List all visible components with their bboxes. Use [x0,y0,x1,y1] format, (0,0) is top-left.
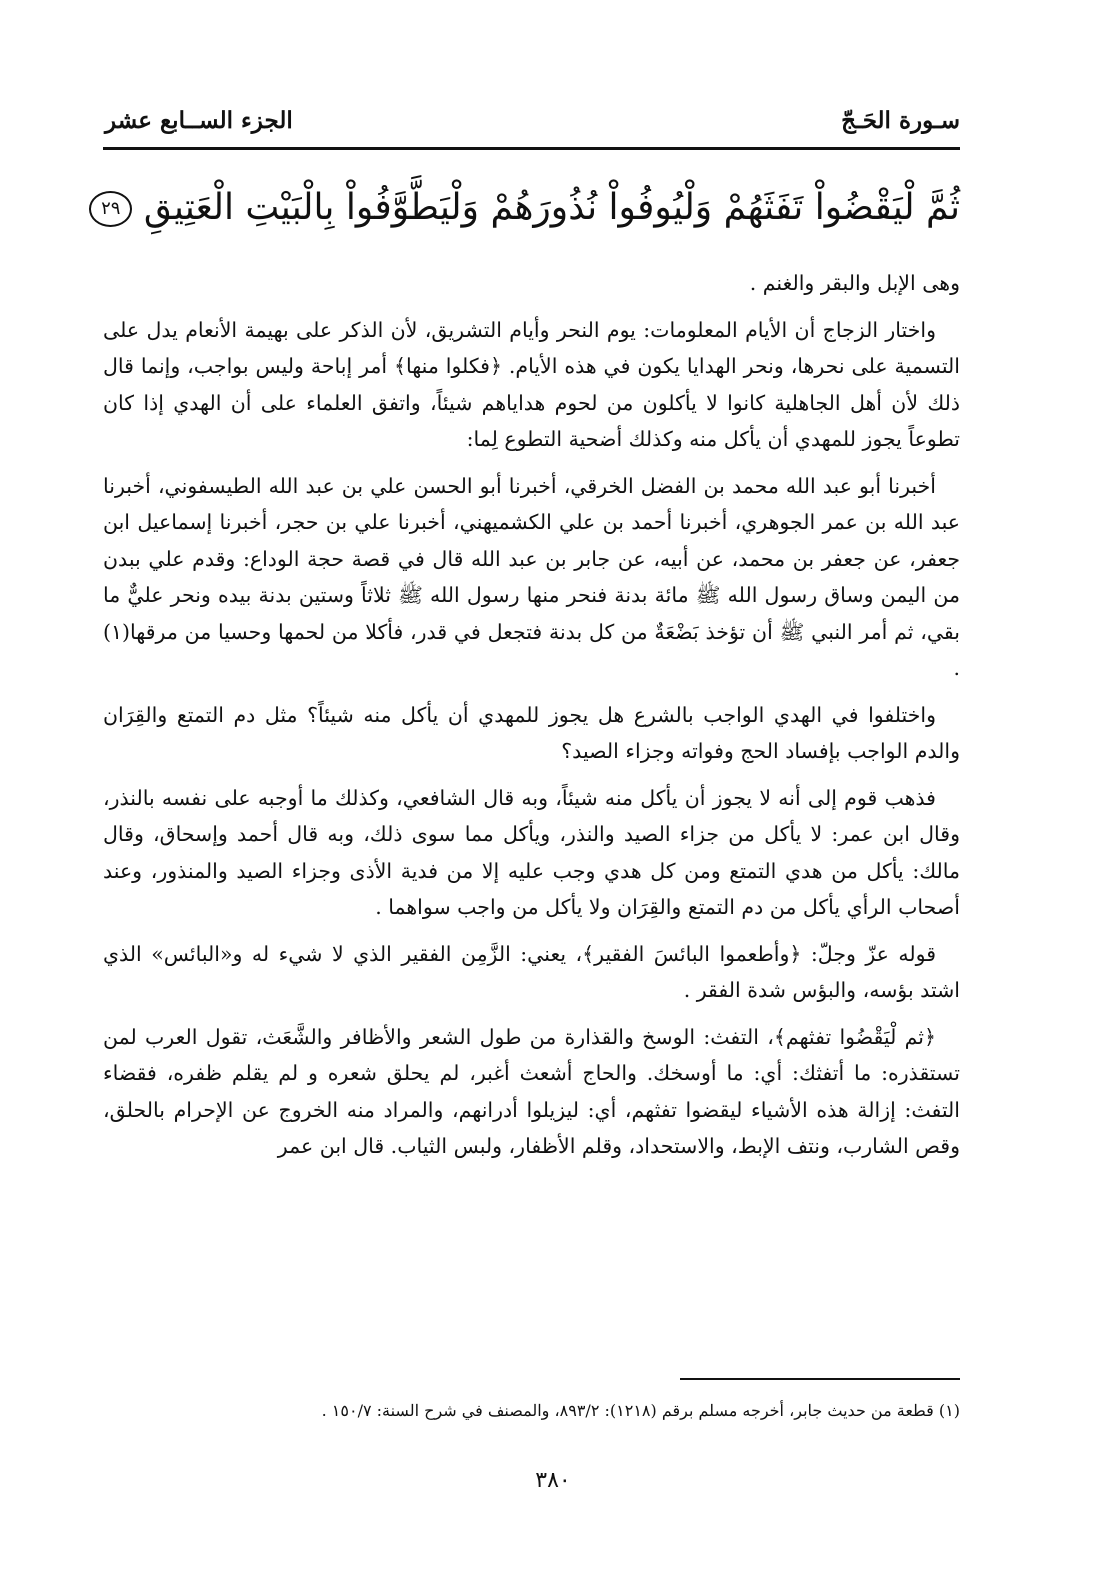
commentary-body [103,265,960,1175]
page-number: ٣٨٠ [535,1468,571,1493]
juz-title: الجزء الســابع عشر [105,106,293,134]
running-header [105,100,960,140]
paragraph-1: وهى الإبل والبقر والغنم . [749,271,960,295]
paragraph-5: فذهب قوم إلى أنه لا يجوز أن يأكل منه شيئاً، وبه قال الشافعي، وكذلك ما أوجبه على نفسه بالنذر، وقال ابن عمر: لا يأكل من جزاء الصيد والنذر، ويأكل مما سوى ذلك، وبه قال أحمد وإسحاق، وقال مالك: يأكل من هدي التمتع ومن كل هدي وجب عليه إلا من فدية الأذى وجزاء الصيد والمنذور، وعند أصحاب الرأي يأكل من دم التمتع والقِرَان ولا يأكل من واجب سواهما . [103,785,960,919]
header-rule [103,147,960,150]
footnote: (١) قطعة من حديث جابر، أخرجه مسلم برقم (١٢١٨): ٨٩٣/٢، والمصنف في شرح السنة: ١٥٠/٧ . [321,1401,960,1420]
verse-text: ثُمَّ لْيَقْضُواْ تَفَثَهُمْ وَلْيُوفُواْ نُذُورَهُمْ وَلْيَطَّوَّفُواْ بِالْبَيْتِ الْعَتِيقِ [143,187,960,228]
footnote-rule [680,1378,960,1380]
surah-title: سـورة الحَـجّ [841,106,960,134]
paragraph-7: ﴿ثم لْيَقْضُوا تفثهم﴾، التفث: الوسخ والقذارة من طول الشعر والأظافر والشَّعَث، تقول العرب لمن تستقذره: ما أتفثك: أي: ما أوسخك. والحاج أشعث أغبر، لم يحلق شعره و لم يقلم ظفره، فقضاء التفث: إزالة هذه الأشياء ليقضوا تفثهم، أي: ليزيلوا أدرانهم، والمراد منه الخروج عن الإحرام بالحلق، وقص الشارب، ونتف الإبط، والاستحداد، وقلم الأظفار، ولبس الثياب. قال ابن عمر [103,1024,960,1158]
paragraph-2: واختار الزجاج أن الأيام المعلومات: يوم النحر وأيام التشريق، لأن الذكر على بهيمة الأنعام يدل على التسمية على نحرها، ونحر الهدايا يكون في هذه الأيام. ﴿فكلوا منها﴾ أمر إباحة وليس بواجب، وإنما قال ذلك لأن أهل الجاهلية كانوا لا يأكلون من لحوم هداياهم شيئاً، واتفق العلماء على أن الهدي إذا كان تطوعاً يجوز للمهدي أن يأكل منه وكذلك أضحية التطوع لِما: [103,317,960,451]
paragraph-3: أخبرنا أبو عبد الله محمد بن الفضل الخرقي، أخبرنا أبو الحسن علي بن عبد الله الطيسفوني، أخبرنا عبد الله بن عمر الجوهري، أخبرنا أحمد بن علي الكشميهني، أخبرنا علي بن حجر، أخبرنا إسماعيل ابن جعفر، عن جعفر بن محمد، عن أبيه، عن جابر بن عبد الله قال في قصة حجة الوداع: وقدم علي ببدن من اليمن وساق رسول الله ﷺ مائة بدنة فنحر منها رسول الله ﷺ ثلاثاً وستين بدنة بيده ونحر عليٌّ ما بقي، ثم أمر النبي ﷺ أن تؤخذ بَضْعَةٌ من كل بدنة فتجعل في قدر، فأكلا من لحمها وحسيا من مرقها(١) . [103,473,960,680]
paragraph-4: واختلفوا في الهدي الواجب بالشرع هل يجوز للمهدي أن يأكل منه شيئاً؟ مثل دم التمتع والقِرَان والدم الواجب بإفساد الحج وفواته وجزاء الصيد؟ [103,702,960,763]
quran-verse [103,168,960,248]
paragraph-6: قوله عزّ وجلّ: ﴿وأطعموا البائسَ الفقير﴾، يعني: الزَّمِن الفقير الذي لا شيء له و«البائس» الذي اشتد بؤسه، والبؤس شدة الفقر . [103,941,960,1002]
ayah-number-marker: ٢٩ [89,191,132,227]
